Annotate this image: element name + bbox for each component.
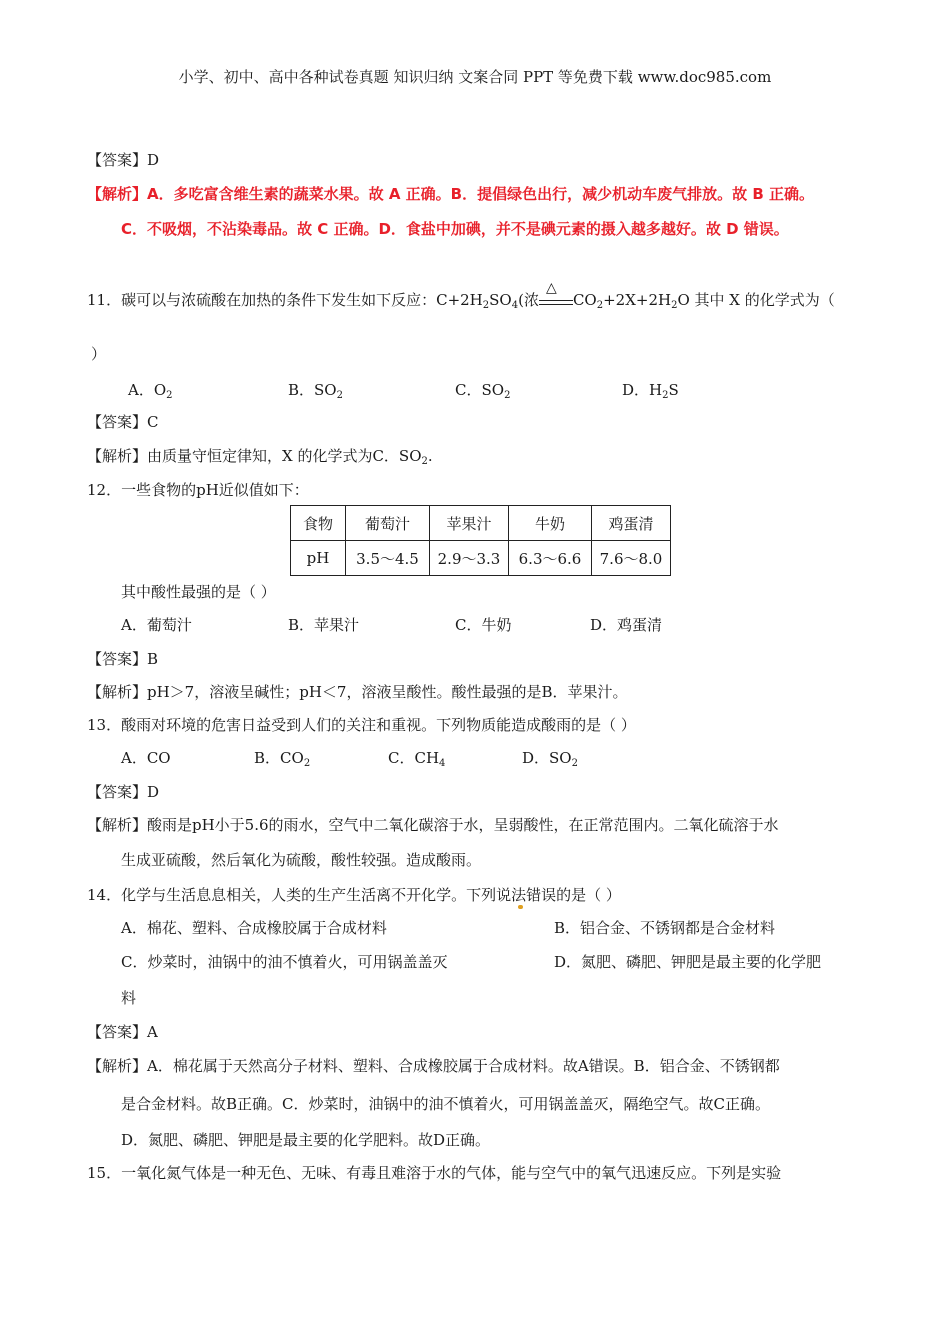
q12-analysis: 【解析】pH＞7，溶液呈碱性；pH＜7，溶液呈酸性。酸性最强的是B．苹果汁。 <box>87 683 628 701</box>
q11-stem <box>87 280 835 311</box>
q13-sub: 2 <box>303 758 311 769</box>
q12-question: 其中酸性最强的是（ ） <box>121 583 276 601</box>
q13-option-c-text: C．CH <box>388 749 440 767</box>
table-cell: 2.9～3.3 <box>430 541 509 576</box>
q10-analysis-text-1: A．多吃富含维生素的蔬菜水果。故 A 正确。B．提倡绿色出行，减少机动车废气排放。故 B 正确。 <box>147 185 814 203</box>
q11-option-a <box>128 380 288 400</box>
q11-analysis-text: 【解析】由质量守恒定律知，X 的化学式为C．SO <box>87 447 422 465</box>
cursor-mark <box>518 905 523 909</box>
q11-stem-e: +2X+2H <box>603 291 672 309</box>
q13-analysis-line-1: 【解析】酸雨是pH小于5.6的雨水，空气中二氧化碳溶于水，呈弱酸性，在正常范围内。二氧化硫溶于水 <box>87 816 779 834</box>
q12-option-c: C．牛奶 <box>455 616 512 634</box>
q13-option-b-text: B．CO <box>254 749 304 767</box>
q11-option-c-text: C．SO <box>455 381 505 399</box>
ph-table <box>290 505 671 576</box>
q10-analysis-line-1 <box>87 184 814 204</box>
q11-stem-d: CO <box>572 291 597 309</box>
table-row <box>291 541 671 576</box>
q14-answer: 【答案】A <box>87 1023 158 1041</box>
q13-option-c <box>388 748 522 768</box>
q12-stem: 12．一些食物的pH近似值如下： <box>87 481 309 499</box>
q13-option-d-text: D．SO <box>522 749 572 767</box>
q11-sub: 2 <box>336 390 343 401</box>
q11-option-d-text: S <box>668 381 679 399</box>
table-cell: 葡萄汁 <box>346 506 430 541</box>
q14-option-d: D．氮肥、磷肥、钾肥是最主要的化学肥 <box>554 953 822 971</box>
table-cell: 3.5～4.5 <box>346 541 430 576</box>
q11-stem-a: 11．碳可以与浓硫酸在加热的条件下发生如下反应：C+2H <box>87 291 483 309</box>
q11-sub: 2 <box>166 390 173 401</box>
q14-option-b: B．铝合金、不锈钢都是合金材料 <box>554 919 776 937</box>
table-cell: pH <box>291 541 346 576</box>
q10-answer <box>87 150 159 170</box>
q14-option-d-wrap: 料 <box>121 989 137 1007</box>
heat-triangle-icon: △ <box>545 280 557 296</box>
q11-option-c <box>455 380 622 400</box>
q11-stem-b: SO <box>489 291 512 309</box>
q10-analysis-label: 【解析】 <box>87 185 148 203</box>
q11-stem-f: O 其中 X 的化学式为（ <box>677 291 835 309</box>
q14-option-c: C．炒菜时，油锅中的油不慎着火，可用锅盖盖灭 <box>121 953 448 971</box>
q15-stem: 15．一氧化氮气体是一种无色、无味、有毒且难溶于水的气体，能与空气中的氧气迅速反应。下列是实验 <box>87 1164 782 1182</box>
q12-answer: 【答案】B <box>87 650 159 668</box>
table-cell: 牛奶 <box>509 506 592 541</box>
table-cell: 苹果汁 <box>430 506 509 541</box>
q14-option-a: A．棉花、塑料、合成橡胶属于合成材料 <box>121 919 387 937</box>
q11-analysis-end: . <box>427 447 433 465</box>
q13-analysis-line-2: 生成亚硫酸，然后氧化为硫酸，酸性较强。造成酸雨。 <box>121 851 482 869</box>
q11-sub: 2 <box>482 300 490 311</box>
table-row <box>291 506 671 541</box>
q11-sub: 2 <box>596 300 604 311</box>
q11-sub: 2 <box>671 300 678 311</box>
q11-sub: 2 <box>504 390 511 401</box>
q12-option-b: B．苹果汁 <box>288 616 360 634</box>
q13-options <box>121 748 578 768</box>
q14-stem: 14．化学与生活息息相关，人类的生产生活离不开化学。下列说法错误的是（ ） <box>87 886 621 904</box>
q14-analysis-line-2: 是合金材料。故B正确。C．炒菜时，油锅中的油不慎着火，可用锅盖盖灭，隔绝空气。故C正确。 <box>121 1095 770 1113</box>
q11-stem-close: ） <box>91 345 107 363</box>
q13-answer: 【答案】D <box>87 783 160 801</box>
q11-option-d <box>622 380 679 400</box>
q11-option-a-text: A．O <box>128 381 167 399</box>
q13-stem: 13．酸雨对环境的危害日益受到人们的关注和重视。下列物质能造成酸雨的是（ ） <box>87 716 636 734</box>
q11-analysis <box>87 446 433 466</box>
q13-sub: 2 <box>571 758 578 769</box>
q11-answer: 【答案】C <box>87 413 159 431</box>
q14-analysis-line-3: D．氮肥、磷肥、钾肥是最主要的化学肥料。故D正确。 <box>121 1131 491 1149</box>
q11-sub: 4 <box>511 300 519 311</box>
q12-option-d: D．鸡蛋清 <box>590 616 663 634</box>
q10-analysis-line-2: C．不吸烟，不沾染毒品。故 C 正确。D．食盐中加碘，并不是碘元素的摄入越多越好。故 D 错误。 <box>121 220 789 238</box>
q11-sub: 2 <box>421 456 428 467</box>
q10-answer-value: D <box>147 151 160 169</box>
q11-stem-c: (浓 <box>518 291 539 309</box>
q11-sub: 2 <box>662 390 669 401</box>
table-cell: 食物 <box>291 506 346 541</box>
q10-answer-label: 【答案】 <box>87 151 148 169</box>
q11-option-d-text: D．H <box>622 381 663 399</box>
q12-option-a: A．葡萄汁 <box>121 616 192 634</box>
heating-condition-symbol <box>539 280 573 310</box>
table-cell: 6.3～6.6 <box>509 541 592 576</box>
q11-options <box>128 380 679 400</box>
q13-option-b <box>254 748 388 768</box>
q13-option-a: A．CO <box>121 749 171 767</box>
table-cell: 7.6～8.0 <box>592 541 671 576</box>
q11-option-b <box>288 380 455 400</box>
q13-sub: 4 <box>439 758 446 769</box>
table-cell: 鸡蛋清 <box>592 506 671 541</box>
q13-option-d <box>522 748 578 768</box>
q11-option-b-text: B．SO <box>288 381 337 399</box>
q14-analysis-line-1: 【解析】A．棉花属于天然高分子材料、塑料、合成橡胶属于合成材料。故A错误。B．铝合金、不锈钢都 <box>87 1057 780 1075</box>
q12-options <box>121 615 662 635</box>
page-header: 小学、初中、高中各种试卷真题 知识归纳 文案合同 PPT 等免费下载 www.doc985.com <box>178 68 772 86</box>
